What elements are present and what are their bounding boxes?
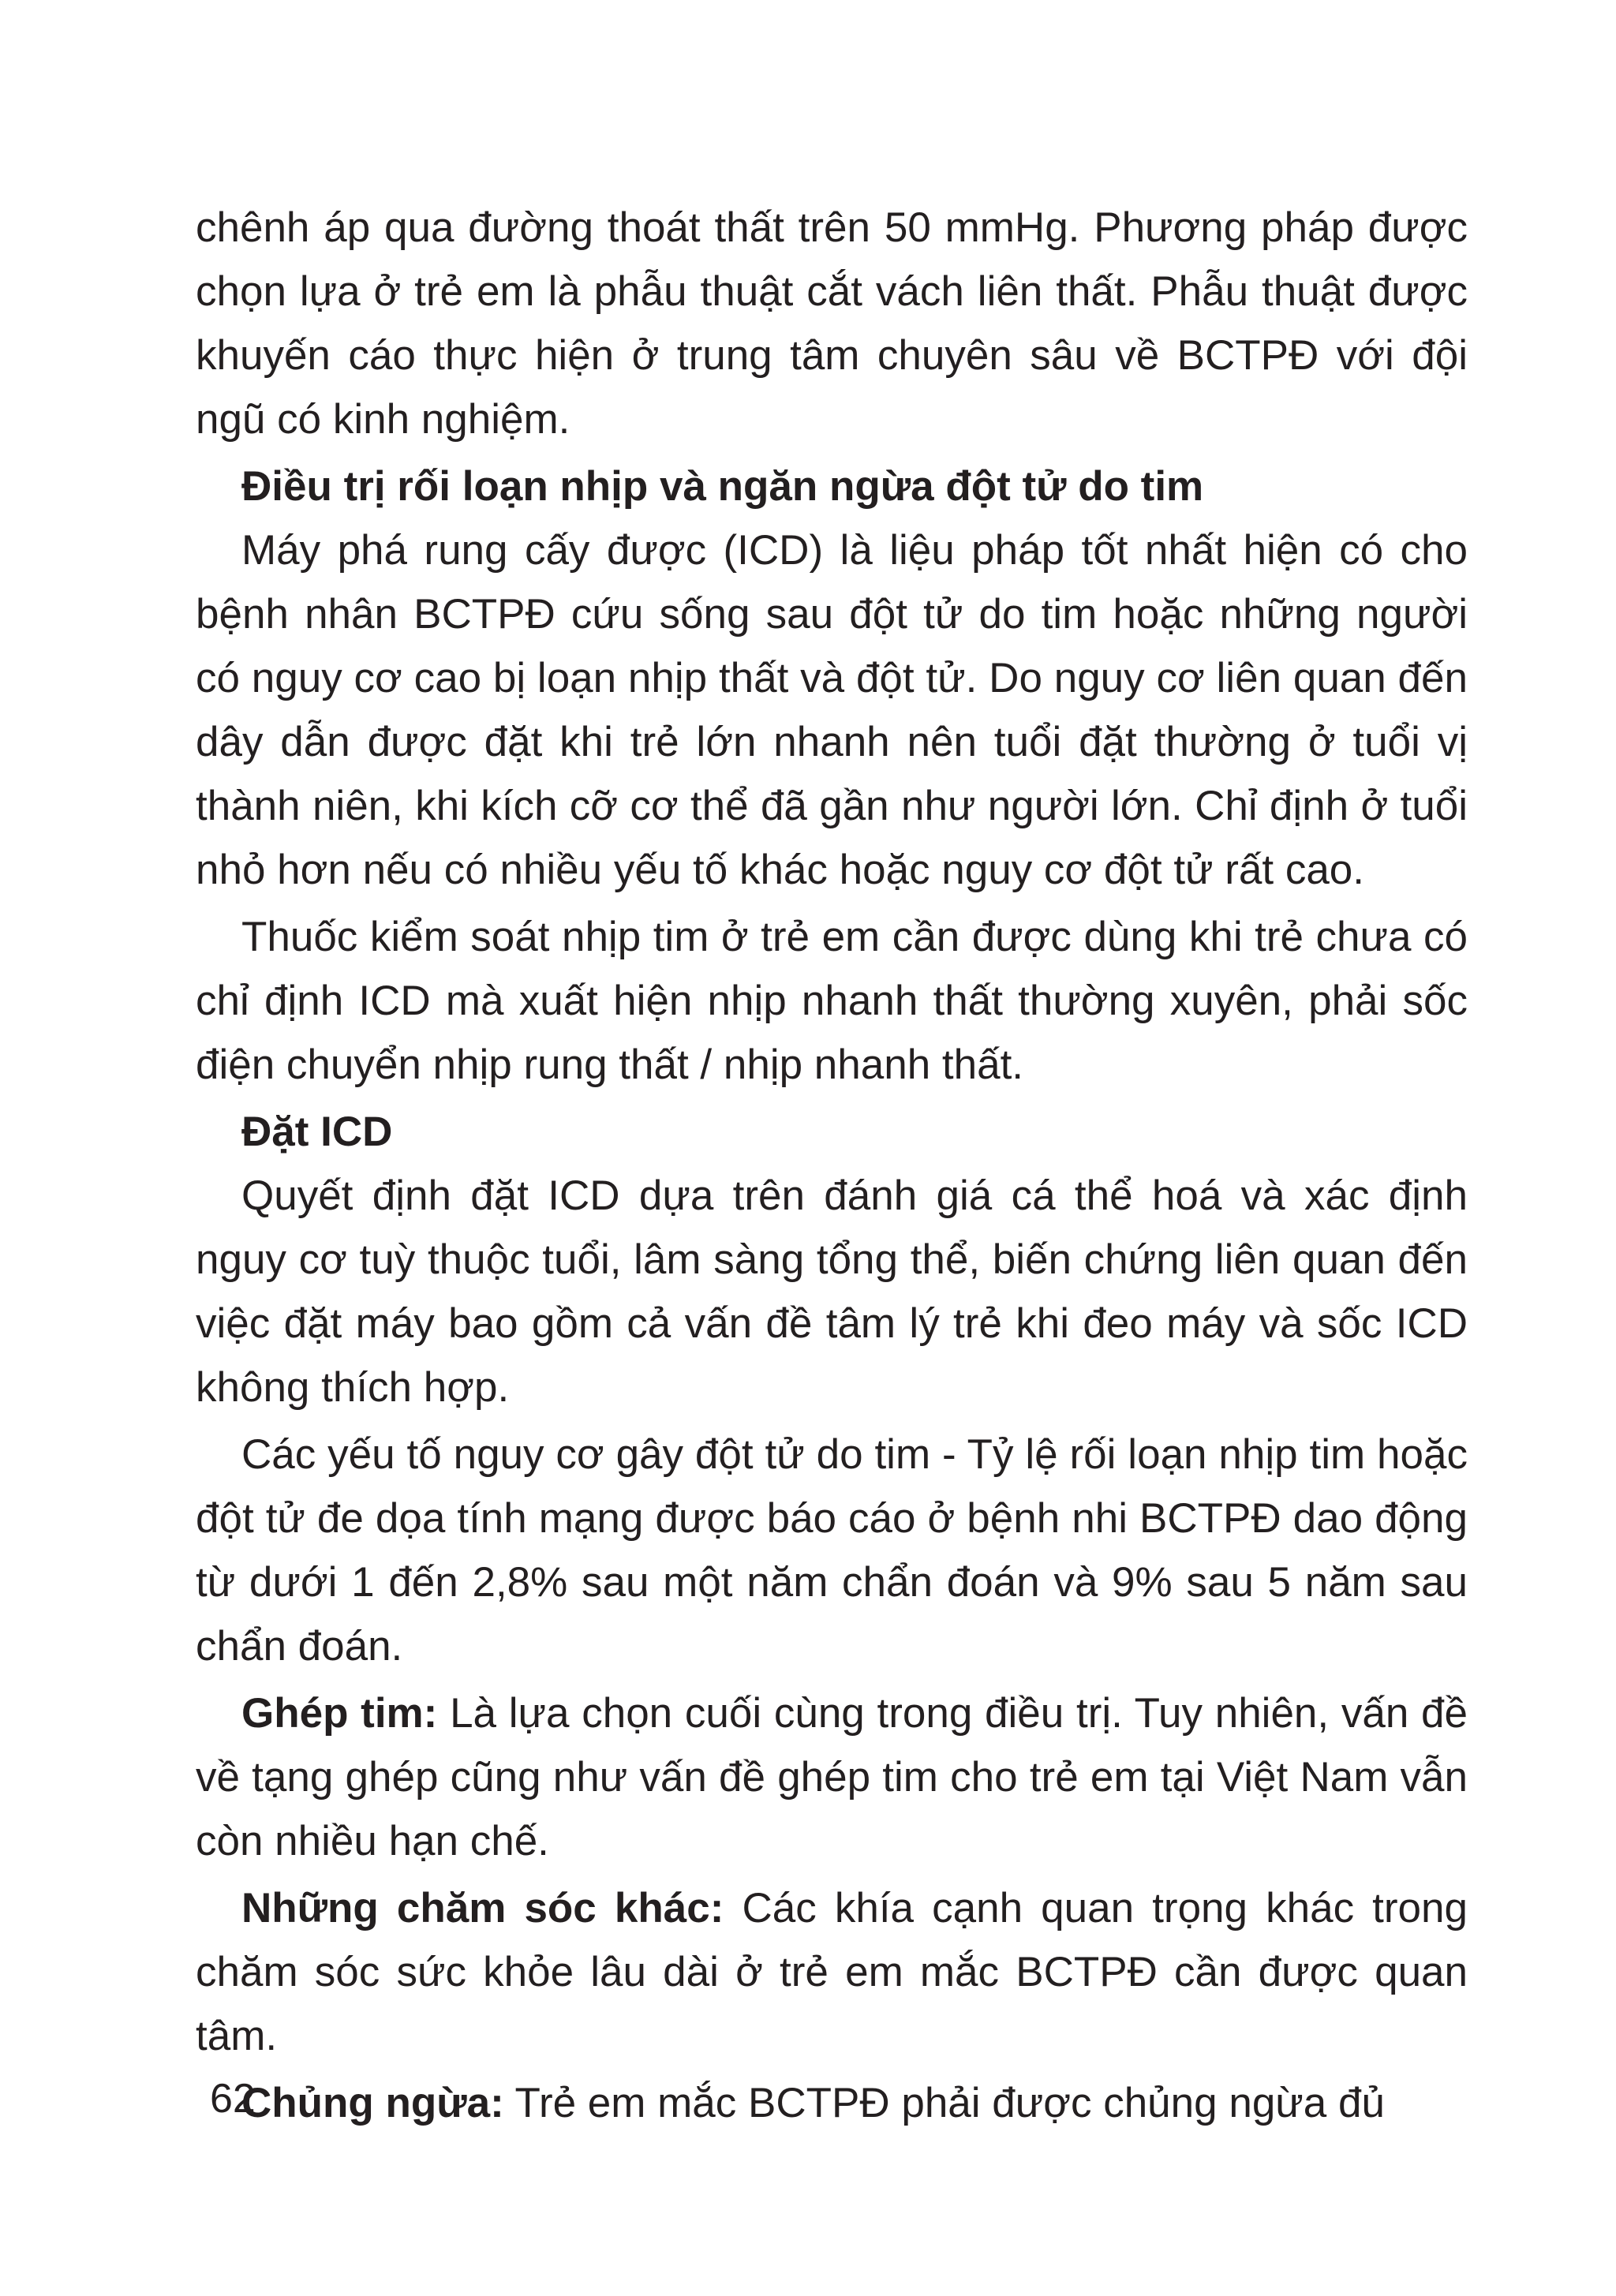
heading-icd-placement: Đặt ICD	[241, 1109, 393, 1155]
paragraph-heart-transplant	[196, 1681, 1468, 1873]
paragraph-risk-factors: Các yếu tố nguy cơ gây đột tử do tim - Tỷ lệ rối loạn nhịp tim hoặc đột tử đe dọa tính mạng được báo cáo ở bệnh nhi BCTPĐ dao động từ dưới 1 đến 2,8% sau một năm chẩn đoán và 9% sau 5 năm sau chẩn đoán.	[196, 1431, 1468, 1670]
heading-arrhythmia-treatment: Điều trị rối loạn nhịp và ngăn ngừa đột tử do tim	[241, 463, 1204, 510]
page-number: 62	[210, 2076, 256, 2122]
vaccination-text: Trẻ em mắc BCTPĐ phải được chủng ngừa đủ	[503, 2080, 1385, 2126]
vaccination-lead: Chủng ngừa:	[241, 2080, 504, 2126]
paragraph-antiarrhythmic-drugs: Thuốc kiểm soát nhịp tim ở trẻ em cần được dùng khi trẻ chưa có chỉ định ICD mà xuất hiện nhịp nhanh thất thường xuyên, phải sốc điện chuyển nhịp rung thất / nhịp nhanh thất.	[196, 914, 1468, 1088]
paragraph-icd-therapy: Máy phá rung cấy được (ICD) là liệu pháp tốt nhất hiện có cho bệnh nhân BCTPĐ cứu sống sau đột tử do tim hoặc những người có nguy cơ cao bị loạn nhịp thất và đột tử. Do nguy cơ liên quan đến dây dẫn được đặt khi trẻ lớn nhanh nên tuổi đặt thường ở tuổi vị thành niên, khi kích cỡ cơ thể đã gần như người lớn. Chỉ định ở tuổi nhỏ hơn nếu có nhiều yếu tố khác hoặc nguy cơ đột tử rất cao.	[196, 527, 1468, 893]
paragraph-icd-decision: Quyết định đặt ICD dựa trên đánh giá cá thể hoá và xác định nguy cơ tuỳ thuộc tuổi, lâm sàng tổng thể, biến chứng liên quan đến việc đặt máy bao gồm cả vấn đề tâm lý trẻ khi đeo máy và sốc ICD không thích hợp.	[196, 1172, 1468, 1411]
paragraph-vaccination	[196, 2071, 1468, 2135]
other-care-text: Các khía cạnh quan trọng khác trong chăm sóc sức khỏe lâu dài ở trẻ em mắc BCTPĐ cần được quan tâm.	[196, 1885, 1468, 2059]
heart-transplant-lead: Ghép tim:	[241, 1690, 438, 1737]
paragraph-continuation: chênh áp qua đường thoát thất trên 50 mmHg. Phương pháp được chọn lựa ở trẻ em là phẫu thuật cắt vách liên thất. Phẫu thuật được khuyến cáo thực hiện ở trung tâm chuyên sâu về BCTPĐ với đội ngũ có kinh nghiệm.	[196, 204, 1468, 443]
page-body	[196, 196, 1468, 2138]
heart-transplant-text: Là lựa chọn cuối cùng trong điều trị. Tuy nhiên, vấn đề về tạng ghép cũng như vấn đề ghép tim cho trẻ em tại Việt Nam vẫn còn nhiều hạn chế.	[196, 1690, 1468, 1864]
other-care-lead: Những chăm sóc khác:	[241, 1885, 724, 1931]
paragraph-other-care	[196, 1876, 1468, 2068]
